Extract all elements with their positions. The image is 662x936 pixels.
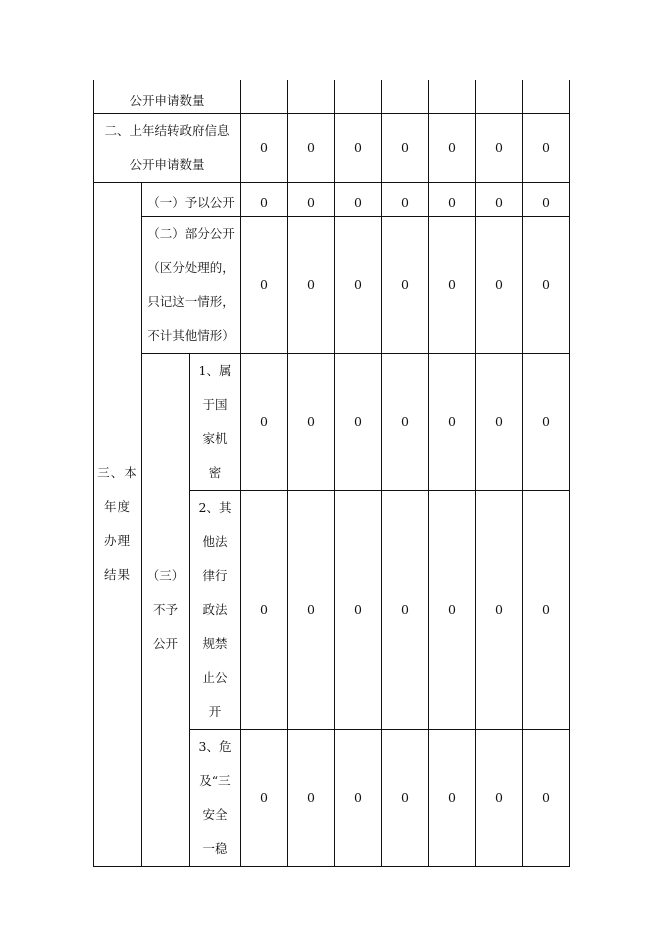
value-cell: 0 [429, 490, 476, 729]
value-cell: 0 [335, 216, 382, 353]
label-line: 公开 [152, 635, 178, 651]
value-cell [335, 80, 382, 113]
row-label [190, 729, 241, 866]
value-cell: 0 [335, 729, 382, 866]
value-cell: 0 [382, 182, 429, 216]
value-cell [523, 80, 570, 113]
label-line: 办理 [103, 533, 131, 548]
value-cell: 0 [523, 182, 570, 216]
value-cell: 0 [241, 113, 288, 182]
label-line: 一稳 [202, 840, 228, 856]
label-line: （三） [146, 567, 185, 583]
value-cell: 0 [476, 490, 523, 729]
value-cell: 0 [382, 490, 429, 729]
label-line: 三、本 [97, 465, 138, 480]
value-cell [241, 80, 288, 113]
group-label-deny [142, 353, 190, 866]
value-cell: 0 [335, 353, 382, 490]
label-line: 结果 [103, 567, 131, 582]
label-line: 密 [208, 464, 222, 480]
statistics-table [93, 80, 570, 867]
label-line: 开 [208, 703, 222, 719]
value-cell: 0 [523, 729, 570, 866]
value-cell: 0 [288, 216, 335, 353]
label-line: 2、其 [198, 499, 232, 515]
label-line: 于国 [202, 396, 228, 412]
value-cell: 0 [288, 490, 335, 729]
value-cell [382, 80, 429, 113]
label-line: 二、上年结转政府信息 [104, 122, 230, 138]
table-row-carryover [94, 113, 570, 182]
label-line: 只记这一情形， [147, 293, 235, 309]
value-cell: 0 [335, 490, 382, 729]
value-cell: 0 [241, 182, 288, 216]
label-line: 年度 [103, 499, 131, 514]
value-cell: 0 [382, 216, 429, 353]
label-line: 不予 [152, 601, 178, 617]
value-cell: 0 [476, 353, 523, 490]
label-line: 公开申请数量 [129, 156, 205, 172]
table-row-partial [94, 216, 570, 353]
value-cell: 0 [429, 113, 476, 182]
label-text: 公开申请数量 [129, 92, 205, 108]
row-label [94, 113, 241, 182]
value-cell: 0 [241, 490, 288, 729]
section-label-annual-results [94, 182, 142, 866]
label-line: 律行 [202, 567, 228, 583]
value-cell: 0 [382, 353, 429, 490]
value-cell: 0 [241, 353, 288, 490]
row-label [142, 216, 241, 353]
value-cell: 0 [288, 353, 335, 490]
value-cell: 0 [335, 182, 382, 216]
value-cell: 0 [241, 216, 288, 353]
value-cell: 0 [523, 113, 570, 182]
label-line: 1、属 [198, 362, 232, 378]
value-cell: 0 [288, 113, 335, 182]
value-cell [476, 80, 523, 113]
row-label [190, 353, 241, 490]
label-line: （二）部分公开 [147, 225, 235, 241]
value-cell: 0 [382, 729, 429, 866]
row-label: （一）予以公开 [142, 182, 241, 216]
value-cell: 0 [429, 353, 476, 490]
table-row-deny-state-secret [94, 353, 570, 490]
value-cell: 0 [523, 216, 570, 353]
value-cell: 0 [476, 113, 523, 182]
value-cell [429, 80, 476, 113]
table-row-grant [94, 182, 570, 216]
row-label [94, 80, 241, 113]
label-line: 及“三 [199, 772, 231, 788]
value-cell [288, 80, 335, 113]
value-cell: 0 [476, 729, 523, 866]
value-cell: 0 [241, 729, 288, 866]
value-cell: 0 [288, 182, 335, 216]
value-cell: 0 [523, 353, 570, 490]
value-cell: 0 [429, 729, 476, 866]
value-cell: 0 [523, 490, 570, 729]
label-line: 政法 [202, 601, 228, 617]
value-cell: 0 [429, 182, 476, 216]
label-line: 止公 [202, 669, 228, 685]
row-label [190, 490, 241, 729]
label-line: 家机 [202, 430, 228, 446]
value-cell: 0 [335, 113, 382, 182]
value-cell: 0 [476, 182, 523, 216]
value-cell: 0 [476, 216, 523, 353]
label-line: （区分处理的， [147, 259, 235, 275]
value-cell: 0 [429, 216, 476, 353]
label-line: 3、危 [198, 738, 232, 754]
label-line: 不计其他情形） [147, 327, 235, 343]
table-row-application-count-cont [94, 80, 570, 113]
value-cell: 0 [288, 729, 335, 866]
value-cell: 0 [382, 113, 429, 182]
label-line: 安全 [202, 806, 228, 822]
label-line: 规禁 [202, 635, 228, 651]
label-line: 他法 [202, 533, 228, 549]
